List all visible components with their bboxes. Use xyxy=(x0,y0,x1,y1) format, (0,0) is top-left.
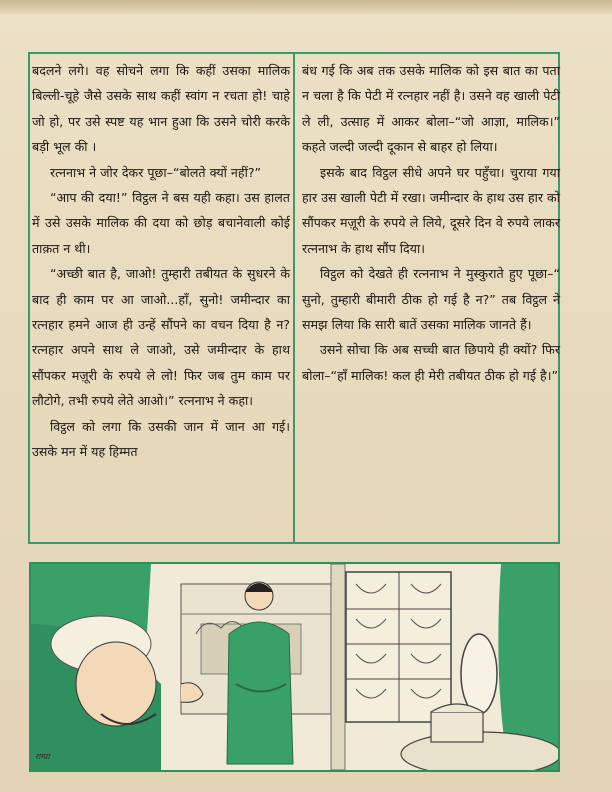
column-divider xyxy=(293,52,295,544)
right-column xyxy=(302,58,560,388)
left-column xyxy=(32,58,290,465)
paragraph: “आप की दया!” विट्ठल ने बस यही कहा। उस हालत में उसे उसके मालिक की दया को छोड़ बचानेवाली कोई ताक़त न थी। xyxy=(32,190,290,256)
paragraph: “अच्छी बात है, जाओ! तुम्हारी तबीयत के सुधरने के बाद ही काम पर आ जाओ...हाँ, सुनो! जमीन्दार का रत्नहार हमने आज ही उन्हें सौंपने का वचन दिया है न? रत्नहार अपने साथ ले जाओ, उसे जमीन्दार के हाथ सौंपकर मज़ूरी के रुपये ले लो! फिर जब तुम काम पर लौटोगे, तभी रुपये लेते आओ।” रत्ननाभ ने कहा। xyxy=(32,266,290,409)
illustration-drawing xyxy=(31,564,558,770)
story-illustration xyxy=(29,562,560,772)
paragraph: बदलने लगे। वह सोचने लगा कि कहीं उसका मालिक बिल्ली-चूहे जैसे उसके साथ कहीं स्वांग न रचता हो! चाहे जो हो, पर उसे स्पष्ट यह भान हुआ कि उसने चोरी करके बड़ी भूल की । xyxy=(32,63,290,155)
paragraph: बंध गई कि अब तक उसके मालिक को इस बात का पता न चला है कि पेटी में रत्नहार नहीं है। उसने वह खाली पेटी ले ली, उत्साह में आकर बोला–“जो आज्ञा, मालिक।” कहते जल्दी जल्दी दूकान से बाहर हो लिया। xyxy=(302,63,560,155)
paragraph: उसने सोचा कि अब सच्ची बात छिपाये ही क्यों? फिर बोला–“हाँ मालिक! कल ही मेरी तबीयत ठीक हो गई है।” xyxy=(302,342,560,383)
paragraph: विट्ठल को लगा कि उसकी जान में जान आ गई। उसके मन में यह हिम्मत xyxy=(32,418,290,460)
paragraph: विट्ठल को देखते ही रत्ननाभ ने मुस्कुराते हुए पूछा–“ सुनो, तुम्हारी बीमारी ठीक हो गई है न?” तब विट्ठल ने समझ लिया कि सारी बातें उसका मालिक जानते हैं। xyxy=(302,266,560,333)
page-top-edge xyxy=(0,0,612,14)
artist-signature: राम्प्रा xyxy=(35,752,50,761)
paragraph: इसके बाद विट्ठल सीधे अपने घर पहुँचा। चुराया गया हार उस खाली पेटी में रखा। जमीन्दार के हाथ उस हार को सौंपकर मज़ूरी के रुपये ले लिये, दूसरे दिन वे रुपये लाकर रत्ननाभ के हाथ सौंप दिया। xyxy=(302,164,560,256)
paragraph: रत्ननाभ ने जोर देकर पूछा–“बोलते क्यों नहीं?” xyxy=(50,164,262,180)
